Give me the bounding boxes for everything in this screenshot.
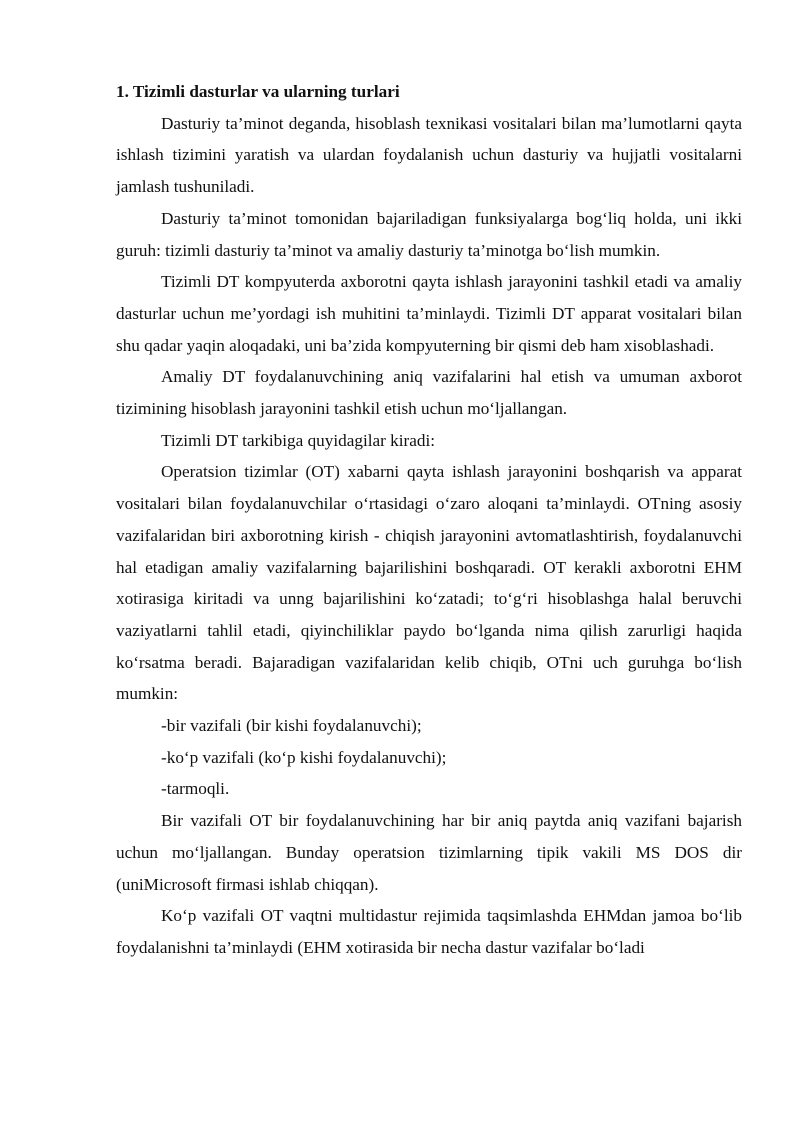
paragraph-single-task-os: Bir vazifali OT bir foydalanuvchining har bir aniq paytda aniq vazifani bajarish uchun mo‘ljallangan. Bunday operatsion tizimlarning tipik vakili MS DOS dir (uniMicrosoft firmasi ishlab chiqqan). xyxy=(116,811,742,894)
paragraph-composition-intro: Tizimli DT tarkibiga quyidagilar kiradi: xyxy=(161,430,436,450)
list-item: -ko‘p vazifali (ko‘p kishi foydalanuvchi); xyxy=(161,747,447,767)
paragraph-classification: Dasturiy ta’minot tomonidan bajariladigan funksiyalarga bog‘liq holda, uni ikki guruh: tizimli dasturiy ta’minot va amaliy dasturiy ta’minotga bo‘lish mumkin. xyxy=(116,208,742,260)
paragraph-definition: Dasturiy ta’minot deganda, hisoblash texnikasi vositalari bilan ma’lumotlarni qayta ishlash tizimini yaratish va ulardan foydalanish uchun dasturiy va hujjatli vositalarni jamlash tushuniladi. xyxy=(116,113,742,197)
paragraph-operating-systems: Operatsion tizimlar (OT) xabarni qayta ishlash jarayonini boshqarish va apparat vositalari bilan foydalanuvchilar o‘rtasidagi o‘zaro aloqani ta’minlaydi. OTning asosiy vazifalaridan biri axborotning kirish - chiqish jarayonini avtomatlashtirish, foydalanuvchi hal etadigan amaliy vazifalarning bajarilishini boshqaradi. OT kerakli axborotni EHM xotirasiga kiritadi va unng bajarilishini ko‘zatadi; to‘g‘ri hisoblashga halal beruvchi vaziyatlarni tahlil etadi, qiyinchiliklar paydo bo‘lganda nima qilish zarurligi haqida ko‘rsatma beradi. Bajaradigan vazifalaridan kelib chiqib, OTni uch guruhga bo‘lish mumkin: xyxy=(116,462,742,704)
list-item: -bir vazifali (bir kishi foydalanuvchi); xyxy=(161,716,422,736)
section-heading: 1. Tizimli dasturlar va ularning turlari xyxy=(116,82,400,101)
paragraph-multi-task-os: Ko‘p vazifali OT vaqtni multidastur rejimida taqsimlashda EHMdan jamoa bo‘lib foydalanishni ta’minlaydi (EHM xotirasida bir necha dastur vazifalar bo‘ladi xyxy=(116,906,742,957)
paragraph-application-software: Amaliy DT foydalanuvchining aniq vazifalarini hal etish va umuman axborot tizimining hisoblash jarayonini tashkil etish uchun mo‘ljallangan. xyxy=(116,367,742,419)
list-item: -tarmoqli. xyxy=(161,779,230,799)
paragraph-system-software: Tizimli DT kompyuterda axborotni qayta ishlash jarayonini tashkil etadi va amaliy dasturlar uchun me’yordagi ish muhitini ta’minlaydi. Tizimli DT apparat vositalari bilan shu qadar yaqin aloqadaki, uni ba’zida kompyuterning bir qismi deb ham xisoblashadi. xyxy=(116,272,742,355)
document-page xyxy=(116,76,742,964)
